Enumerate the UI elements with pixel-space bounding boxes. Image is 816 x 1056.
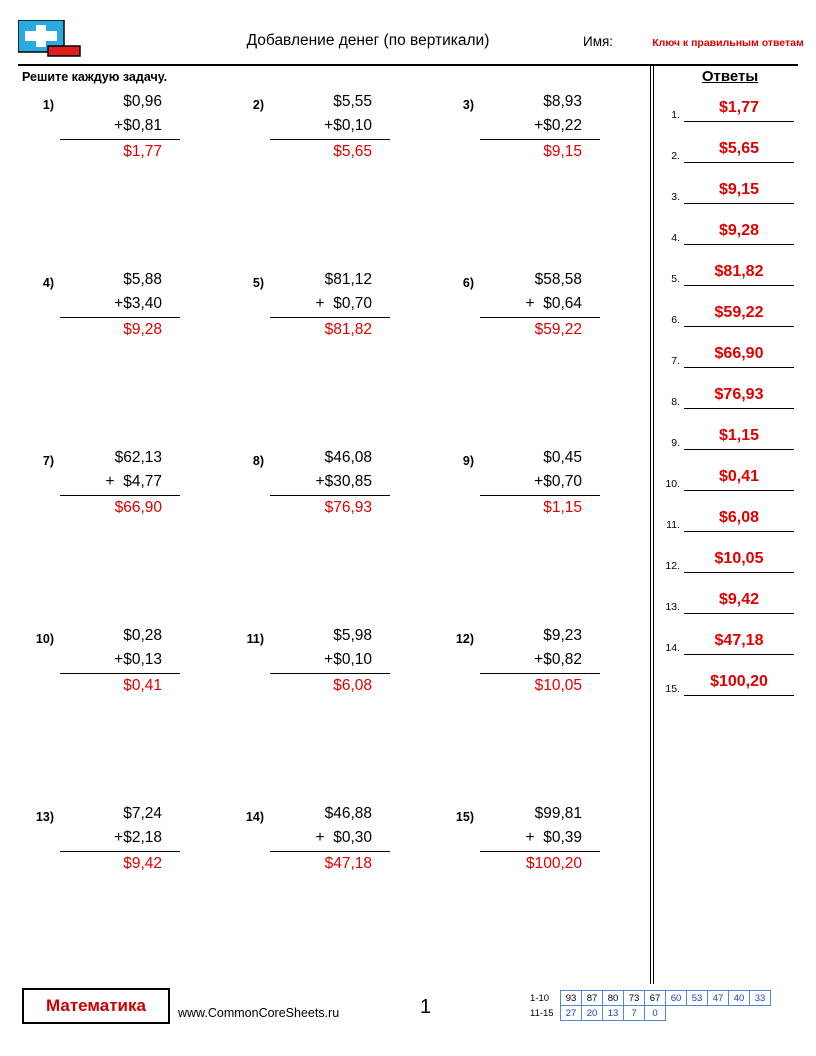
- problem-item: [18, 268, 218, 348]
- answer-row: [660, 177, 800, 218]
- answer-row: [660, 382, 800, 423]
- answer-value: $6,08: [333, 677, 372, 694]
- addend-bottom: +$0,13: [114, 651, 162, 668]
- problem-number: 6): [462, 276, 474, 290]
- answer-value: $5,65: [684, 136, 794, 163]
- page-number: 1: [420, 996, 432, 1018]
- answer-value: $59,22: [534, 321, 582, 338]
- page-header: [18, 20, 804, 64]
- name-label: Имя:: [583, 34, 614, 49]
- answer-value: $47,18: [324, 855, 372, 872]
- problem-number: 12): [455, 632, 474, 646]
- problem-number: 5): [252, 276, 264, 290]
- problem-stack: [270, 446, 390, 519]
- instructions-text: Решите каждую задачу.: [22, 70, 168, 84]
- answer-value: $9,15: [684, 177, 794, 204]
- answers-title: Ответы: [701, 68, 759, 85]
- addend-bottom: + $0,64: [525, 295, 582, 312]
- score-cell: 20: [582, 1006, 603, 1021]
- answer-value: $1,77: [684, 95, 794, 122]
- problems-grid: [18, 90, 638, 920]
- addend-top: $81,12: [324, 271, 372, 288]
- score-cell: 33: [750, 991, 771, 1006]
- score-cell: 73: [624, 991, 645, 1006]
- answer-value: $81,82: [324, 321, 372, 338]
- score-cell: 53: [687, 991, 708, 1006]
- addend-bottom: +$0,82: [534, 651, 582, 668]
- addend-bottom: +$2,18: [114, 829, 162, 846]
- problem-stack: [480, 90, 600, 163]
- problem-item: [18, 90, 218, 170]
- answer-row: [660, 628, 800, 669]
- answer-value: $9,15: [543, 143, 582, 160]
- problem-number: 1): [42, 98, 54, 112]
- answer-row: [660, 259, 800, 300]
- addend-top: $0,96: [123, 93, 162, 110]
- problem-item: [438, 802, 638, 882]
- answer-row: [660, 300, 800, 341]
- answer-value: $47,18: [684, 628, 794, 655]
- problem-stack: [60, 802, 180, 875]
- subject-badge: [22, 988, 170, 1024]
- answer-value: $76,93: [684, 382, 794, 409]
- problem-item: [228, 90, 428, 170]
- answer-value: $0,41: [123, 677, 162, 694]
- answers-column: [660, 68, 800, 710]
- problem-stack: [270, 802, 390, 875]
- addend-bottom: +$0,70: [534, 473, 582, 490]
- problem-item: [438, 624, 638, 704]
- problem-item: [228, 268, 428, 348]
- score-cell: 47: [708, 991, 729, 1006]
- problem-stack: [60, 446, 180, 519]
- answer-row: [660, 546, 800, 587]
- addend-top: $5,55: [333, 93, 372, 110]
- addend-top: $0,45: [543, 449, 582, 466]
- addend-top: $9,23: [543, 627, 582, 644]
- answer-index: 5.: [671, 273, 680, 285]
- answer-index: 9.: [671, 437, 680, 449]
- answer-value: $81,82: [684, 259, 794, 286]
- problem-item: [18, 446, 218, 526]
- subject-label: Математика: [46, 996, 146, 1015]
- answer-value: $9,28: [684, 218, 794, 245]
- problem-number: 10): [35, 632, 54, 646]
- addend-bottom: +$3,40: [114, 295, 162, 312]
- score-table-row: [530, 991, 771, 1006]
- answer-value: $10,05: [534, 677, 582, 694]
- addend-top: $46,08: [324, 449, 372, 466]
- problem-item: [228, 802, 428, 882]
- problem-number: 9): [462, 454, 474, 468]
- addend-bottom: + $0,70: [315, 295, 372, 312]
- score-row-label: 11-15: [530, 1007, 554, 1019]
- answer-value: $6,08: [684, 505, 794, 532]
- answer-row: [660, 464, 800, 505]
- problem-stack: [480, 624, 600, 697]
- answer-value: $1,15: [684, 423, 794, 450]
- score-cell: 7: [624, 1006, 645, 1021]
- answer-index: 4.: [671, 232, 680, 244]
- answer-value: $66,90: [114, 499, 162, 516]
- answer-row: [660, 95, 800, 136]
- answer-key-label: Ключ к правильным ответам: [652, 37, 804, 49]
- addend-bottom: + $0,30: [315, 829, 372, 846]
- problem-number: 13): [35, 810, 54, 824]
- problem-number: 3): [462, 98, 474, 112]
- answer-index: 7.: [671, 355, 680, 367]
- problem-stack: [60, 268, 180, 341]
- addend-top: $58,58: [534, 271, 582, 288]
- score-cell: 40: [729, 991, 750, 1006]
- answer-row: [660, 423, 800, 464]
- answer-row: [660, 587, 800, 628]
- answer-value: $9,42: [684, 587, 794, 614]
- answer-value: $59,22: [684, 300, 794, 327]
- addend-top: $46,88: [324, 805, 372, 822]
- answer-value: $66,90: [684, 341, 794, 368]
- score-cell: 93: [561, 991, 582, 1006]
- addend-bottom: +$0,22: [534, 117, 582, 134]
- addend-bottom: +$30,85: [315, 473, 372, 490]
- score-cell: 0: [645, 1006, 666, 1021]
- answer-value: $100,20: [525, 855, 582, 872]
- answer-row: [660, 669, 800, 710]
- addend-top: $0,28: [123, 627, 162, 644]
- addend-top: $8,93: [543, 93, 582, 110]
- answer-value: $1,77: [123, 143, 162, 160]
- answer-index: 12.: [665, 560, 680, 572]
- problem-stack: [270, 624, 390, 697]
- score-cell: 87: [582, 991, 603, 1006]
- score-table-row: [530, 1006, 771, 1021]
- score-cell: 13: [603, 1006, 624, 1021]
- problem-item: [438, 268, 638, 348]
- score-cell: 60: [666, 991, 687, 1006]
- answer-value: $10,05: [684, 546, 794, 573]
- answer-value: $0,41: [684, 464, 794, 491]
- answer-index: 6.: [671, 314, 680, 326]
- column-separator: [650, 64, 654, 984]
- answer-index: 2.: [671, 150, 680, 162]
- problem-item: [438, 446, 638, 526]
- score-cell: 27: [561, 1006, 582, 1021]
- problem-stack: [270, 268, 390, 341]
- problem-number: 15): [455, 810, 474, 824]
- problem-number: 4): [42, 276, 54, 290]
- problem-stack: [270, 90, 390, 163]
- addend-top: $99,81: [534, 805, 582, 822]
- answer-index: 8.: [671, 396, 680, 408]
- site-url: www.CommonCoreSheets.ru: [178, 1006, 340, 1020]
- problem-item: [228, 446, 428, 526]
- answer-index: 1.: [671, 109, 680, 121]
- answer-row: [660, 218, 800, 259]
- addend-top: $5,98: [333, 627, 372, 644]
- answer-index: 15.: [665, 683, 680, 695]
- addend-bottom: + $4,77: [105, 473, 162, 490]
- addend-top: $7,24: [123, 805, 162, 822]
- answer-value: $9,28: [123, 321, 162, 338]
- score-cell: 80: [603, 991, 624, 1006]
- addend-bottom: +$0,10: [324, 651, 372, 668]
- problem-stack: [480, 446, 600, 519]
- answer-value: $1,15: [543, 499, 582, 516]
- problem-stack: [480, 802, 600, 875]
- answer-index: 14.: [665, 642, 680, 654]
- answer-value: $9,42: [123, 855, 162, 872]
- answer-index: 3.: [671, 191, 680, 203]
- answer-row: [660, 505, 800, 546]
- answer-index: 11.: [666, 519, 680, 531]
- problem-stack: [60, 90, 180, 163]
- answer-value: $5,65: [333, 143, 372, 160]
- answer-value: $76,93: [324, 499, 372, 516]
- problem-number: 7): [42, 454, 54, 468]
- score-row-label: 1-10: [530, 992, 550, 1004]
- addend-bottom: + $0,39: [525, 829, 582, 846]
- problem-number: 11): [246, 632, 264, 646]
- problem-number: 8): [252, 454, 264, 468]
- header-divider: [18, 64, 798, 66]
- problem-number: 14): [245, 810, 264, 824]
- problem-item: [18, 802, 218, 882]
- problem-stack: [60, 624, 180, 697]
- addend-top: $5,88: [123, 271, 162, 288]
- answer-index: 13.: [665, 601, 680, 613]
- addend-bottom: +$0,81: [114, 117, 162, 134]
- addend-bottom: +$0,10: [324, 117, 372, 134]
- score-cell: 67: [645, 991, 666, 1006]
- page-title: Добавление денег (по вертикали): [246, 32, 490, 49]
- problem-item: [438, 90, 638, 170]
- answer-row: [660, 136, 800, 177]
- addend-top: $62,13: [114, 449, 162, 466]
- answer-index: 10.: [665, 478, 680, 490]
- problem-stack: [480, 268, 600, 341]
- answer-row: [660, 341, 800, 382]
- plus-cross-icon: [18, 20, 84, 62]
- problem-item: [228, 624, 428, 704]
- answer-value: $100,20: [684, 669, 794, 696]
- score-table: [530, 990, 771, 1021]
- problem-number: 2): [252, 98, 264, 112]
- problem-item: [18, 624, 218, 704]
